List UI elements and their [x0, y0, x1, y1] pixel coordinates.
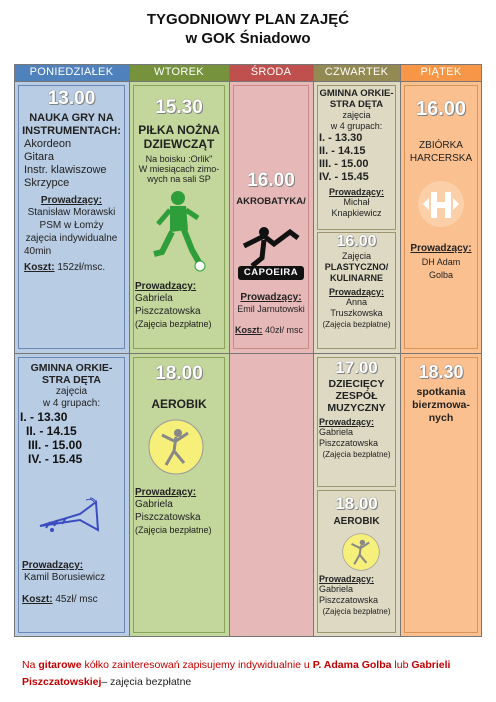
activity-title: MUZYCZNY	[327, 402, 386, 414]
group-time: III. - 15.00	[319, 158, 369, 170]
free-note: (Zajęcia bezpłatne)	[135, 319, 212, 329]
divider	[14, 353, 482, 354]
aerobic-dancer-icon	[342, 533, 380, 571]
aerobic-dancer-icon	[148, 419, 204, 475]
thursday-activity-2	[317, 233, 396, 330]
time: 13.00	[47, 88, 96, 109]
footer-text: lub	[394, 659, 409, 671]
footer-text: P. Adama Golba	[312, 659, 392, 671]
activity-title: AEROBIK	[151, 397, 207, 411]
activity-title: Zajęcia	[341, 251, 371, 261]
divider	[313, 64, 314, 637]
monday-activity-2	[18, 362, 125, 466]
leader-label: Prowadzący:	[328, 287, 385, 297]
leader-label: Prowadzący:	[328, 187, 385, 197]
free-note: (Zajęcia bezpłatne)	[322, 607, 391, 616]
footer-text: gitarowe	[38, 659, 82, 671]
wednesday-activity-1	[233, 170, 309, 207]
footer-text: Na	[22, 659, 36, 671]
time: 15.30	[155, 97, 203, 118]
note: zajęcia indywidualne	[25, 233, 118, 244]
leader-label: Prowadzący:	[135, 487, 197, 498]
instrument-item: Skrzypce	[24, 177, 70, 189]
place: W miesiącach zimo-	[138, 164, 220, 174]
leader-name: Gabriela	[319, 584, 354, 594]
thursday-activity-4-footer	[317, 574, 396, 617]
group-time: I. - 13.30	[20, 410, 68, 424]
time: 17.00	[335, 358, 378, 377]
place: Na boisku :Orlik"	[145, 154, 213, 164]
activity-title: nych	[428, 412, 454, 424]
cost-value: 40zł/ msc	[265, 325, 304, 335]
time: 16.00	[415, 98, 467, 120]
friday-activity-1-footer	[404, 243, 478, 282]
leader-name: Kamil Borusiewicz	[24, 572, 106, 583]
activity-sub: zajęcia	[342, 110, 371, 120]
tuesday-activity-1-footer	[133, 281, 225, 331]
time: 18.00	[155, 363, 203, 384]
tuesday-activity-2-footer	[133, 487, 225, 537]
group-time: III. - 15.00	[28, 438, 83, 452]
header-friday: PIĄTEK	[400, 64, 482, 81]
header-wednesday: ŚRODA	[229, 64, 313, 81]
scout-logo-icon	[417, 180, 465, 228]
time: 16.00	[336, 233, 377, 250]
thursday-activity-4	[317, 494, 396, 527]
leader-name: Knapkiewicz	[331, 208, 382, 218]
divider	[14, 81, 482, 82]
activity-title: NAUKA GRY NA INSTRUMENTACH:	[22, 112, 121, 137]
thursday-activity-1	[317, 88, 396, 219]
leader-name: Piszczatowska	[319, 595, 379, 605]
time: 18.00	[335, 494, 378, 513]
cost-value: 152zł/msc.	[57, 262, 106, 273]
activity-title: GMINNA ORKIE-	[30, 362, 113, 374]
group-time: II. - 14.15	[319, 145, 366, 157]
activity-title: bierzmowa-	[412, 399, 470, 411]
instrument-item: Instr. klawiszowe	[24, 164, 107, 176]
divider	[229, 64, 230, 637]
divider	[400, 64, 401, 637]
activity-title: STRA DĘTA	[42, 374, 101, 386]
header-thursday: CZWARTEK	[313, 64, 400, 81]
leader-label: Prowadzący:	[410, 243, 472, 254]
leader-name: Piszczatowska	[135, 512, 201, 523]
page-subtitle: w GOK Śniadowo	[185, 30, 311, 47]
activity-title: PLASTYCZNO/	[324, 262, 389, 272]
header-monday: PONIEDZIAŁEK	[14, 64, 129, 81]
leader-name: DH Adam	[421, 257, 461, 267]
friday-activity-1	[404, 98, 478, 165]
footer-note	[22, 657, 482, 691]
activity-title: spotkania	[416, 386, 466, 398]
leader-name: Gabriela	[135, 499, 173, 510]
leader-name: Piszczatowska	[319, 438, 379, 448]
activity-title: DZIEWCZĄT	[143, 137, 215, 151]
footer-text: – zajęcia bezpłatne	[101, 676, 192, 688]
instrument-item: Akordeon	[24, 138, 72, 150]
activity-title: ZESPÓŁ	[335, 390, 378, 402]
leader-place: PSM w Łomży	[39, 220, 104, 231]
free-note: (Zajęcia bezpłatne)	[322, 320, 391, 329]
group-time: IV. - 15.45	[319, 171, 369, 183]
leader-name: Gabriela	[135, 293, 173, 304]
place: wych na sali SP	[147, 174, 211, 184]
time: 18.30	[418, 362, 464, 382]
thursday-activity-3	[317, 358, 396, 460]
cost-label: Koszt:	[22, 594, 53, 605]
leader-name: Emil Jarnutowski	[237, 304, 305, 314]
instrument-item: Gitara	[24, 151, 54, 163]
time: 16.00	[247, 170, 295, 191]
activity-title: STRA DĘTA	[329, 99, 384, 110]
capoeira-logo-text: CAPOEIRA	[243, 267, 299, 278]
leader-label: Prowadzący:	[135, 281, 197, 292]
footer-text: kółko zainteresowań zapisujemy indywidualnie u	[84, 659, 310, 671]
activity-title: AKROBATYKA/	[236, 196, 306, 207]
leader-name: Piszczatowska	[135, 306, 201, 317]
leader-name: Truszkowska	[330, 308, 383, 318]
footer-text: Gabrieli Piszczatowskiej	[22, 659, 451, 688]
leader-name: Anna	[345, 297, 368, 307]
free-note: (Zajęcia bezpłatne)	[322, 450, 391, 459]
cost-value: 45zł/ msc	[55, 594, 98, 605]
group-time: II. - 14.15	[26, 424, 77, 438]
wednesday-activity-1-footer	[233, 292, 309, 335]
activity-sub: zajęcia	[55, 386, 88, 397]
header-tuesday: WTOREK	[129, 64, 229, 81]
group-time: IV. - 15.45	[28, 452, 83, 466]
page-title: TYGODNIOWY PLAN ZAJĘĆ	[146, 11, 350, 28]
trumpet-icon	[36, 496, 104, 536]
tuesday-activity-1	[133, 97, 225, 184]
activity-title: AEROBIK	[333, 516, 380, 527]
monday-activity-1	[18, 88, 125, 274]
leader-label: Prowadzący:	[319, 574, 375, 584]
leader-label: Prowadzący:	[40, 195, 103, 206]
group-time: I. - 13.30	[319, 132, 363, 144]
cost-label: Koszt:	[235, 325, 263, 335]
leader-label: Prowadzący:	[240, 292, 302, 303]
note: 40min	[24, 246, 52, 257]
activity-sub: w 4 grupach:	[42, 398, 101, 409]
divider	[129, 64, 130, 637]
friday-activity-2	[404, 362, 478, 425]
leader-name: Golba	[428, 270, 454, 280]
activity-title: ZBIÓRKA	[419, 140, 463, 151]
cost-label: Koszt:	[24, 262, 55, 273]
leader-name: Gabriela	[319, 427, 354, 437]
tuesday-activity-2	[133, 363, 225, 411]
leader-name: Stanisław Morawski	[27, 207, 116, 218]
leader-name: Michał	[343, 197, 370, 207]
leader-label: Prowadzący:	[319, 417, 375, 427]
activity-sub: w 4 grupach:	[330, 121, 383, 131]
activity-title: GMINNA ORKIE-	[319, 88, 394, 99]
free-note: (Zajęcia bezpłatne)	[135, 525, 212, 535]
activity-title: HARCERSKA	[409, 153, 473, 164]
leader-label: Prowadzący:	[22, 560, 84, 571]
football-player-icon	[148, 188, 208, 272]
activity-title: KULINARNE	[330, 273, 383, 283]
activity-title: DZIECIĘCY	[328, 378, 385, 390]
monday-activity-2-footer	[22, 560, 125, 605]
activity-title: PIŁKA NOŻNA	[138, 123, 220, 137]
